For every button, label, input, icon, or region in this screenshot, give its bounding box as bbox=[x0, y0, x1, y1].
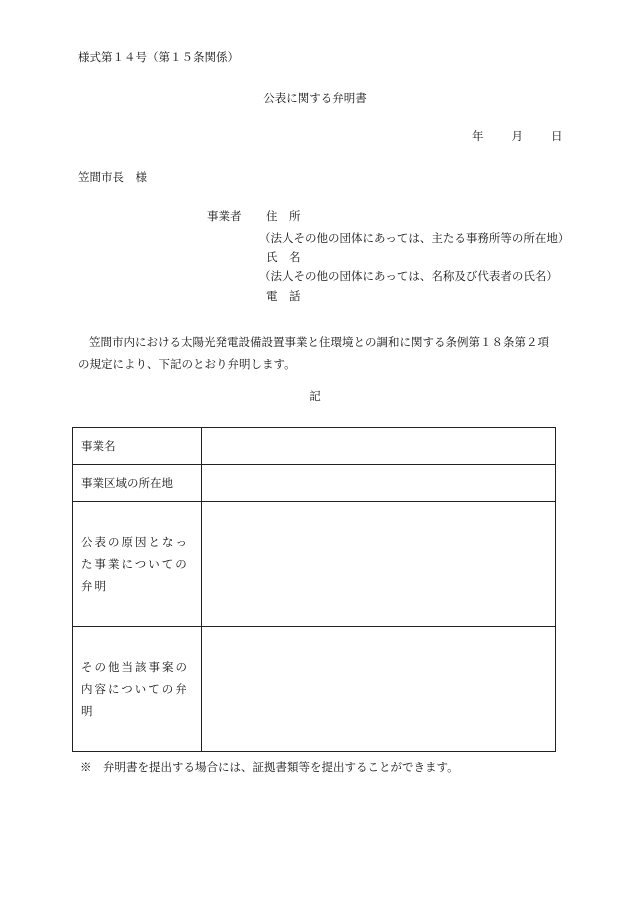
row-label-publication-cause-explanation: 公表の原因となった事業についての弁明 bbox=[73, 502, 202, 627]
footnote: ※ 弁明書を提出する場合には、証拠書類等を提出することができます。 bbox=[80, 760, 459, 774]
row-label-business-area-location: 事業区域の所在地 bbox=[73, 465, 202, 502]
publication-cause-explanation-field[interactable] bbox=[202, 502, 556, 627]
table-row bbox=[73, 502, 556, 627]
date-day: 日 bbox=[551, 129, 563, 143]
business-name-field[interactable] bbox=[202, 428, 556, 465]
date-month: 月 bbox=[511, 129, 523, 143]
table-row bbox=[73, 627, 556, 752]
row-label-other-matter-explanation: その他当該事案の内容についての弁明 bbox=[73, 627, 202, 752]
form-number: 様式第１４号（第１５条関係） bbox=[78, 50, 239, 64]
date-line bbox=[472, 131, 563, 143]
business-area-location-field[interactable] bbox=[202, 465, 556, 502]
explanation-table bbox=[72, 427, 556, 752]
body-paragraph: 笠間市内における太陽光発電設備設置事業と住環境との調和に関する条例第１８条第２項の規定により、下記のとおり弁明します。 bbox=[78, 335, 549, 371]
business-operator-label: 事業者 bbox=[207, 209, 242, 223]
ki-heading: 記 bbox=[309, 389, 321, 403]
row-label-business-name: 事業名 bbox=[73, 428, 202, 465]
date-year: 年 bbox=[472, 129, 484, 143]
address-note: （法人その他の団体にあっては、主たる事務所等の所在地） bbox=[259, 231, 570, 245]
other-matter-explanation-field[interactable] bbox=[202, 627, 556, 752]
table-row bbox=[73, 428, 556, 465]
address-label: 住 所 bbox=[266, 209, 301, 223]
addressee: 笠間市長 様 bbox=[78, 170, 147, 184]
name-note: （法人その他の団体にあっては、名称及び代表者の氏名） bbox=[259, 269, 558, 283]
phone-label: 電 話 bbox=[266, 289, 301, 303]
name-label: 氏 名 bbox=[266, 250, 301, 264]
table-row bbox=[73, 465, 556, 502]
document-title: 公表に関する弁明書 bbox=[263, 91, 367, 105]
